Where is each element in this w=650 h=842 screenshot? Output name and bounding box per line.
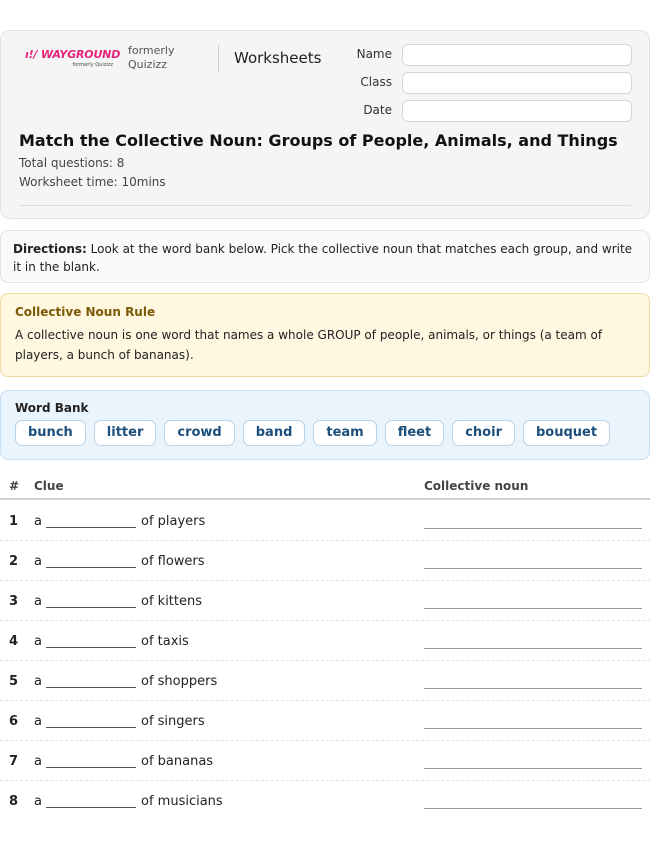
question-clue: of flowers (141, 554, 205, 569)
clue-blank[interactable] (46, 527, 136, 528)
questions-table-header (0, 476, 650, 500)
header-divider (218, 45, 219, 72)
table-row (0, 501, 650, 541)
directions-text: Look at the word bank below. Pick the collective noun that matches each group, and write it in the blank. (13, 242, 633, 274)
answer-line[interactable] (424, 728, 642, 729)
total-questions: Total questions: 8 (19, 156, 125, 170)
clue-blank[interactable] (46, 607, 136, 608)
answer-line[interactable] (424, 768, 642, 769)
rule-text: A collective noun is one word that names a whole GROUP of people, animals, or things (a team of players, a bunch of bananas). (15, 328, 603, 362)
question-number: 3 (9, 594, 19, 609)
brand-title: Worksheets (234, 49, 322, 67)
question-clue: of taxis (141, 634, 189, 649)
question-clue: of bananas (141, 754, 214, 769)
table-row (0, 661, 650, 701)
answer-line[interactable] (424, 608, 642, 609)
date-input[interactable] (402, 100, 632, 122)
date-field-row (341, 100, 633, 122)
worksheet-header (0, 30, 650, 219)
question-number: 8 (9, 794, 19, 809)
answer-line[interactable] (424, 688, 642, 689)
header-bottom-divider (19, 205, 631, 206)
worksheet-title: Match the Collective Noun: Groups of People, Animals, and Things (19, 131, 618, 150)
collective-noun-rule-box (0, 293, 650, 377)
col-clue-header: Clue (34, 479, 64, 493)
table-row (0, 781, 650, 821)
question-number: 2 (9, 554, 19, 569)
question-article: a (34, 794, 42, 809)
question-article: a (34, 554, 42, 569)
question-number: 6 (9, 714, 19, 729)
clue-blank[interactable] (46, 807, 136, 808)
table-row (0, 621, 650, 661)
question-number: 5 (9, 674, 19, 689)
name-label: Name (356, 47, 392, 61)
word-chip: fleet (385, 420, 444, 446)
word-bank (0, 390, 650, 460)
word-chip: crowd (164, 420, 234, 446)
col-number-header: # (9, 479, 20, 493)
clue-blank[interactable] (46, 647, 136, 648)
wayground-logo (25, 48, 121, 68)
word-chip: band (243, 420, 306, 446)
logo-subtext: formerly Quizizz (72, 62, 113, 68)
clue-blank[interactable] (46, 727, 136, 728)
answer-line[interactable] (424, 808, 642, 809)
question-article: a (34, 634, 42, 649)
class-field-row (341, 72, 633, 94)
directions-box (0, 230, 650, 283)
clue-blank[interactable] (46, 767, 136, 768)
question-number: 7 (9, 754, 19, 769)
question-article: a (34, 594, 42, 609)
table-row (0, 741, 650, 781)
word-chip: choir (452, 420, 515, 446)
col-answer-header: Collective noun (424, 479, 529, 493)
answer-line[interactable] (424, 648, 642, 649)
question-number: 1 (9, 514, 19, 529)
word-chip: bouquet (523, 420, 610, 446)
answer-line[interactable] (424, 568, 642, 569)
rule-title: Collective Noun Rule (15, 305, 156, 319)
question-clue: of shoppers (141, 674, 218, 689)
word-chip: team (313, 420, 376, 446)
logo-text: WAYGROUND (40, 48, 121, 61)
directions-label: Directions: (13, 242, 87, 256)
question-article: a (34, 754, 42, 769)
question-clue: of singers (141, 714, 205, 729)
worksheet-time: Worksheet time: 10mins (19, 175, 166, 189)
question-clue: of players (141, 514, 206, 529)
table-row (0, 581, 650, 621)
name-input[interactable] (402, 44, 632, 66)
word-bank-chips (15, 420, 635, 446)
formerly-line2: Quizizz (128, 58, 168, 71)
table-row (0, 701, 650, 741)
question-article: a (34, 514, 42, 529)
class-label: Class (360, 75, 392, 89)
question-article: a (34, 674, 42, 689)
question-clue: of musicians (141, 794, 223, 809)
answer-line[interactable] (424, 528, 642, 529)
word-chip: bunch (15, 420, 86, 446)
date-label: Date (363, 103, 392, 117)
clue-blank[interactable] (46, 567, 136, 568)
logo-bars-icon: ı!/ (25, 48, 41, 61)
question-number: 4 (9, 634, 19, 649)
class-input[interactable] (402, 72, 632, 94)
word-chip: litter (94, 420, 157, 446)
clue-blank[interactable] (46, 687, 136, 688)
logo-wordmark (25, 48, 121, 61)
name-field-row (341, 44, 633, 66)
word-bank-title: Word Bank (15, 401, 89, 415)
formerly-quizizz (128, 44, 175, 72)
question-clue: of kittens (141, 594, 203, 609)
question-article: a (34, 714, 42, 729)
table-row (0, 541, 650, 581)
formerly-line1: formerly (128, 44, 175, 57)
